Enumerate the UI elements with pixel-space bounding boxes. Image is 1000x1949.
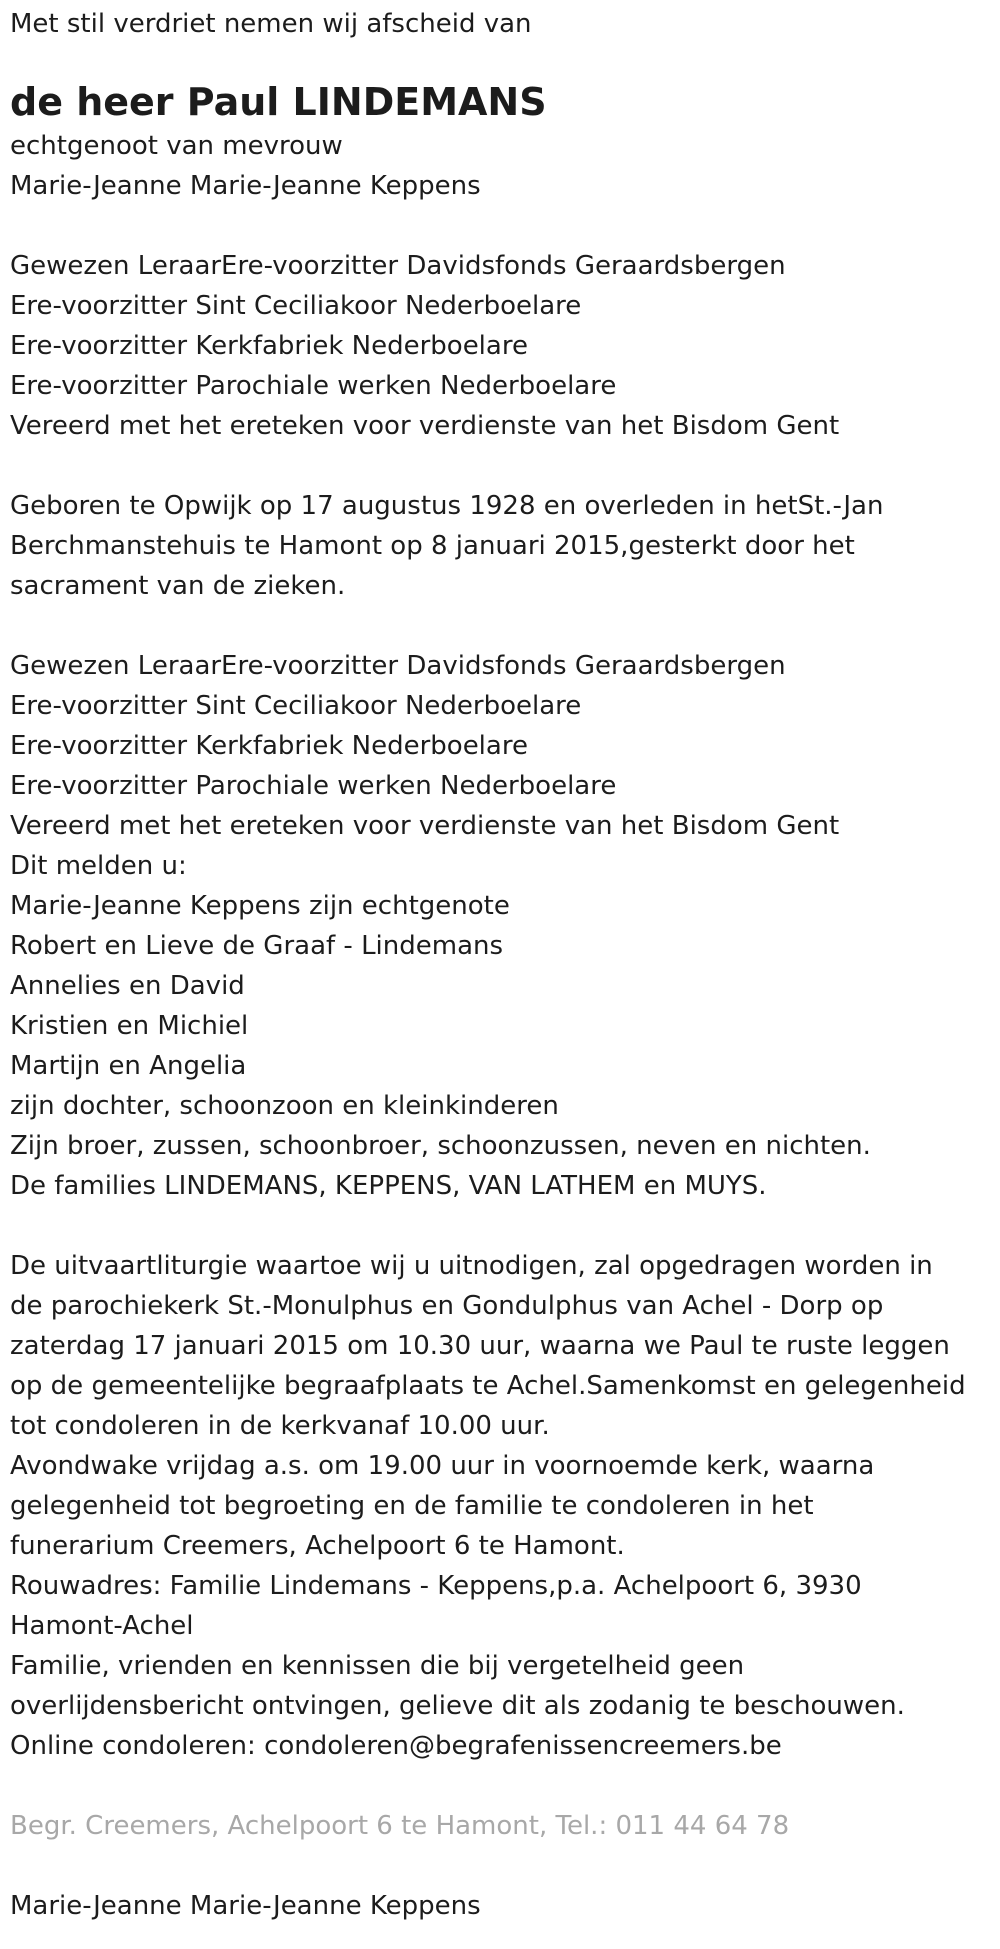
family-line: Kristien en Michiel	[10, 1011, 249, 1041]
spacer	[10, 1206, 995, 1246]
ceremony-line: Rouwadres: Familie Lindemans - Keppens,p.a. Achelpoort 6, 3930	[10, 1571, 862, 1601]
family-line: Martijn en Angelia	[10, 1051, 247, 1081]
ceremony-line: Avondwake vrijdag a.s. om 19.00 uur in voornoemde kerk, waarna	[10, 1451, 875, 1481]
online-condolence-label: Online condoleren:	[10, 1731, 265, 1761]
title-line: Gewezen LeraarEre-voorzitter Davidsfonds Geraardsbergen	[10, 251, 786, 281]
family-line: Dit melden u:	[10, 851, 187, 881]
titles-block-1	[10, 246, 995, 446]
spacer	[10, 1766, 995, 1806]
title-line: Ere-voorzitter Sint Ceciliakoor Nederboelare	[10, 691, 582, 721]
ceremony-line: gelegenheid tot begroeting en de familie te condoleren in het	[10, 1491, 814, 1521]
obituary-notice	[10, 4, 995, 1926]
condolence-email-link[interactable]: condoleren@begrafenissencreemers.be	[264, 1731, 782, 1761]
family-line: Robert en Lieve de Graaf - Lindemans	[10, 931, 504, 961]
intro-text: Met stil verdriet nemen wij afscheid van	[10, 9, 532, 39]
birth-death-line: Berchmanstehuis te Hamont op 8 januari 2015,gesterkt door het	[10, 531, 855, 561]
ceremony-line: tot condoleren in de kerkvanaf 10.00 uur.	[10, 1411, 550, 1441]
ceremony-line: funerarium Creemers, Achelpoort 6 te Hamont.	[10, 1531, 625, 1561]
ceremony-line: De uitvaartliturgie waartoe wij u uitnodigen, zal opgedragen worden in	[10, 1251, 933, 1281]
ceremony-line: overlijdensbericht ontvingen, gelieve dit als zodanig te beschouwen.	[10, 1691, 905, 1721]
title-line: Gewezen LeraarEre-voorzitter Davidsfonds Geraardsbergen	[10, 651, 786, 681]
spacer	[10, 1846, 995, 1886]
spacer	[10, 206, 995, 246]
ceremony-line: op de gemeentelijke begraafplaats te Achel.Samenkomst en gelegenheid	[10, 1371, 966, 1401]
spacer	[10, 446, 995, 486]
ceremony-line: Familie, vrienden en kennissen die bij vergetelheid geen	[10, 1651, 745, 1681]
family-line: Marie-Jeanne Keppens zijn echtgenote	[10, 891, 510, 921]
title-line: Vereerd met het ereteken voor verdienste van het Bisdom Gent	[10, 811, 840, 841]
ceremony-line: zaterdag 17 januari 2015 om 10.30 uur, waarna we Paul te ruste leggen	[10, 1331, 950, 1361]
title-line: Ere-voorzitter Parochiale werken Nederboelare	[10, 371, 617, 401]
title-line: Ere-voorzitter Kerkfabriek Nederboelare	[10, 731, 528, 761]
ceremony-line: Hamont-Achel	[10, 1611, 194, 1641]
spouse-name: Marie-Jeanne Marie-Jeanne Keppens	[10, 171, 481, 201]
family-line: Zijn broer, zussen, schoonbroer, schoonzussen, neven en nichten.	[10, 1131, 871, 1161]
titles-block-2	[10, 646, 995, 846]
birth-death-block	[10, 486, 995, 606]
spouse-line: echtgenoot van mevrouw	[10, 131, 343, 161]
birth-death-line: sacrament van de zieken.	[10, 571, 346, 601]
spacer	[10, 606, 995, 646]
undertaker-info: Begr. Creemers, Achelpoort 6 te Hamont, Tel.: 011 44 64 78	[10, 1811, 790, 1841]
title-line: Vereerd met het ereteken voor verdienste van het Bisdom Gent	[10, 411, 840, 441]
family-block	[10, 846, 995, 1206]
birth-death-line: Geboren te Opwijk op 17 augustus 1928 en overleden in hetSt.-Jan	[10, 491, 884, 521]
title-line: Ere-voorzitter Kerkfabriek Nederboelare	[10, 331, 528, 361]
online-condolence	[10, 1726, 995, 1766]
ceremony-block	[10, 1246, 995, 1766]
signature: Marie-Jeanne Marie-Jeanne Keppens	[10, 1891, 481, 1921]
family-line: De families LINDEMANS, KEPPENS, VAN LATHEM en MUYS.	[10, 1171, 767, 1201]
ceremony-line: de parochiekerk St.-Monulphus en Gondulphus van Achel - Dorp op	[10, 1291, 884, 1321]
family-line: zijn dochter, schoonzoon en kleinkinderen	[10, 1091, 559, 1121]
title-line: Ere-voorzitter Sint Ceciliakoor Nederboelare	[10, 291, 582, 321]
deceased-name: de heer Paul LINDEMANS	[10, 80, 547, 124]
family-line: Annelies en David	[10, 971, 245, 1001]
title-line: Ere-voorzitter Parochiale werken Nederboelare	[10, 771, 617, 801]
